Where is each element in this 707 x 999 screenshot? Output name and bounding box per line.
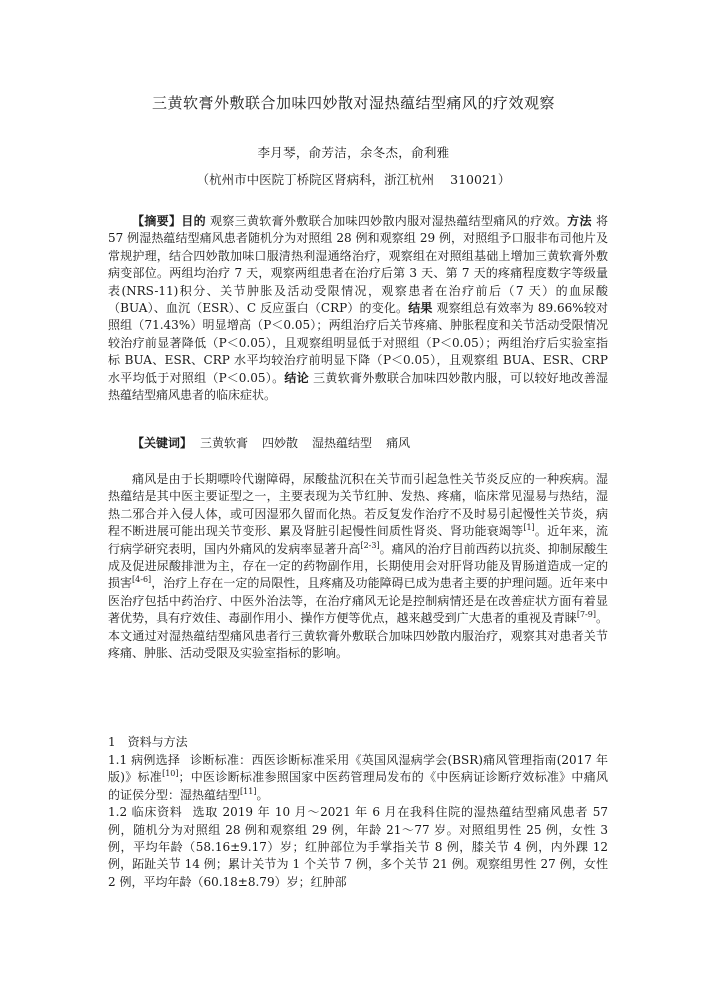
abstract-paragraph <box>108 213 608 404</box>
affiliation-text: （杭州市中医院丁桥院区肾病科，浙江杭州 <box>196 172 435 187</box>
affiliation <box>0 170 707 188</box>
conclusion-label: 结论 <box>284 370 309 385</box>
subsection-text: 。 <box>256 787 269 802</box>
author-list: 李月琴，俞芳洁，余冬杰，俞利雅 <box>257 145 450 160</box>
section-number: 1 <box>108 735 116 749</box>
keywords-label: 【关键词】 <box>132 436 193 450</box>
citation: [7-9] <box>576 610 596 620</box>
intro-text: 。近年来，流行病学研究表明，国内外痛风的发病率显著升高 <box>108 524 608 556</box>
keywords <box>108 435 608 452</box>
methods-label: 方法 <box>567 214 592 228</box>
methods-text: 将 57 例湿热蕴结型痛风患者随机分为对照组 28 例和观察组 29 例，对照组予口服非布司他片及常规护理，结合四妙散加味口服清热利湿通络治疗，观察组在对照组基础上增加三黄软膏外敷病变部位。两组均治疗 7 天，观察两组患者在治疗后第 3 天、第 7 天的疼痛程度数字等级量表(NRS-11)积分、关节肿胀及活动受限情况，观察患者在治疗前后（7 天）的血尿酸（BUA）、血沉（ESR）、C 反应蛋白（CRP）的变化。 <box>108 214 608 316</box>
introduction <box>108 471 608 662</box>
citation: [2-3] <box>360 540 380 550</box>
results-text: 观察组总有效率为 89.66%较对照组（71.43%）明显增高（P＜0.05）；两组治疗后关节疼痛、肿胀程度和关节活动受限情况较治疗前显著降低（P＜0.05），且观察组明显低于对照组（P＜0.05）；两组治疗后实验室指标 BUA、ESR、CRP 水平均较治疗前明显下降（P＜0.05），且观察组 BUA、ESR、CRP 水平均低于对照组（P＜0.05）。 <box>108 301 608 385</box>
subsection-heading: 1.1 病例选择 <box>108 753 181 767</box>
objective-label: 目的 <box>181 214 206 228</box>
keyword: 三黄软膏 <box>200 436 249 450</box>
section-heading <box>108 734 608 751</box>
conclusion-text: 三黄软膏外敷联合加味四妙散内服，可以较好地改善湿热蕴结型痛风患者的临床症状。 <box>108 370 608 403</box>
subsection-text: ；中医诊断标准参照国家中医药管理局发布的《中医病证诊断疗效标准》中痛风的证侯分型：湿热蕴结型 <box>108 770 608 802</box>
postal-code: 310021） <box>450 172 511 187</box>
intro-text: 。痛风的治疗目前西药以抗炎、抑制尿酸生成及促进尿酸排泄为主，存在一定的药物副作用，长期使用会对肝肾功能及胃肠道造成一定的损害 <box>108 541 608 591</box>
paper-title: 三黄软膏外敷联合加味四妙散对湿热蕴结型痛风的疗效观察 <box>151 94 555 112</box>
section-title: 资料与方法 <box>127 735 188 749</box>
citation: [1] <box>523 523 535 533</box>
subsection-1-2 <box>108 804 608 891</box>
keyword: 湿热蕴结型 <box>312 436 373 450</box>
citation: [11] <box>240 786 257 796</box>
intro-text: 。本文通过对湿热蕴结型痛风患者行三黄软膏外敷联合加味四妙散内服治疗，观察其对患者关节疼痛、肿胀、活动受限及实验室指标的影响。 <box>108 611 608 661</box>
keyword: 痛风 <box>386 436 411 450</box>
subsection-heading: 1.2 临床资料 <box>108 805 183 820</box>
keyword: 四妙散 <box>262 436 299 450</box>
citation: [10] <box>162 769 179 779</box>
section-body <box>108 752 608 891</box>
subsection-text: 选取 2019 年 10 月～2021 年 6 月在我科住院的湿热蕴结型痛风患者 57 例，随机分为对照组 28 例和观察组 29 例，年龄 21～77 岁。对照组男性 25 例，女性 3 例，平均年龄（58.16±9.17）岁；红肿部位为手掌指关节 8 例，膝关节 4 例，内外踝 12 例，跖趾关节 14 例；累计关节为 1 个关节 7 例，多个关节 21 例。观察组男性 27 例，女性 2 例，平均年龄（60.18±8.79）岁；红肿部 <box>108 805 608 889</box>
results-label: 结果 <box>408 301 433 316</box>
subsection-text: 诊断标准：西医诊断标准采用《英国风湿病学会(BSR)痛风管理指南(2017 年版)》标准 <box>108 753 608 785</box>
intro-paragraph <box>108 471 608 662</box>
objective-text: 观察三黄软膏外敷联合加味四妙散内服对湿热蕴结型痛风的疗效。 <box>210 214 568 228</box>
intro-text: ，治疗上存在一定的局限性，且疼痛及功能障碍已成为患者主要的护理问题。近年来中医治疗包括中药治疗、中医外治法等，在治疗痛风无论是控制病情还是在改善症状方面有着显著优势，具有疗效佳、毒副作用小、操作方便等优点，越来越受到广大患者的重视及青睐 <box>108 576 608 626</box>
subsection-1-1 <box>108 752 608 804</box>
intro-text: 痛风是由于长期嘌呤代谢障碍，尿酸盐沉积在关节而引起急性关节炎反应的一种疾病。湿热蕴结是其中医主要证型之一，主要表现为关节红肿、发热、疼痛，临床常见湿易与热结，湿热二邪合并入侵人体，或可因湿邪久留而化热。若反复发作治疗不及时易引起慢性关节炎，病程不断进展可能出现关节变形、累及肾脏引起慢性间质性肾炎、肾功能衰竭等 <box>108 472 608 539</box>
abstract-label: 【摘要】 <box>132 214 182 228</box>
citation: [4-6] <box>132 575 152 585</box>
abstract <box>108 213 608 404</box>
